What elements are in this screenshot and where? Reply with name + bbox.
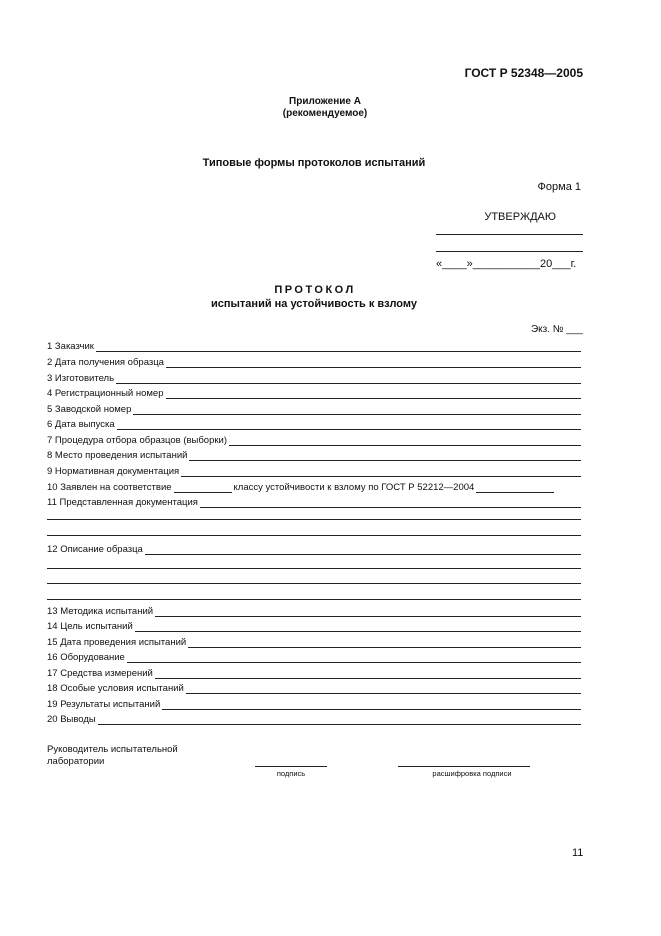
fill-line	[155, 669, 581, 679]
approval-line-1	[436, 234, 583, 235]
field-row	[47, 356, 581, 368]
annex-title: Приложение А	[289, 96, 361, 107]
field-label: 4 Регистрационный номер	[47, 388, 164, 399]
field-label: 12 Описание образца	[47, 544, 143, 555]
fill-line	[166, 358, 581, 368]
field-row	[47, 372, 581, 384]
protocol-title: ПРОТОКОЛ	[274, 284, 356, 296]
fill-line	[186, 684, 581, 694]
field-label: 7 Процедура отбора образцов (выборки)	[47, 435, 227, 446]
field-middle-text: классу устойчивости к взлому по ГОСТ Р 52212—2004	[233, 482, 475, 493]
field-label: 14 Цель испытаний	[47, 621, 133, 632]
blank-line	[47, 535, 581, 536]
field-label: 13 Методика испытаний	[47, 606, 154, 617]
fill-line	[188, 638, 581, 648]
fill-line	[181, 467, 581, 477]
protocol-subtitle: испытаний на устойчивость к взлому	[211, 298, 417, 310]
field-label: 11 Представленная документация	[47, 497, 198, 508]
field-label: 18 Особые условия испытаний	[47, 683, 184, 694]
blank-line	[47, 583, 581, 584]
fill-line	[135, 622, 581, 632]
field-label: 6 Дата выпуска	[47, 419, 115, 430]
fill-line	[155, 607, 581, 617]
fill-line	[229, 436, 581, 446]
fill-line	[127, 653, 581, 663]
copy-number: Экз. № ___	[530, 324, 583, 335]
fill-line	[145, 545, 581, 555]
fill-line	[200, 498, 581, 508]
fill-line	[98, 715, 581, 725]
field-label: 8 Место проведения испытаний	[47, 450, 188, 461]
field-row	[47, 434, 581, 446]
fill-line	[116, 374, 581, 384]
field-label: 17 Средства измерений	[47, 668, 153, 679]
field-label: 10 Заявлен на соответствие	[47, 482, 172, 493]
forms-title: Типовые формы протоколов испытаний	[202, 157, 426, 169]
field-row	[47, 605, 581, 617]
field-row	[47, 620, 581, 632]
field-row-12	[47, 543, 581, 555]
fill-line	[166, 389, 582, 399]
field-label: 20 Выводы	[47, 714, 96, 725]
fill-line	[96, 342, 581, 352]
fill-line	[476, 483, 554, 493]
decode-line	[398, 766, 530, 767]
fill-line	[189, 451, 581, 461]
field-row	[47, 667, 581, 679]
lab-head-label: Руководитель испытательной лаборатории	[47, 744, 178, 767]
field-label: 16 Оборудование	[47, 652, 125, 663]
field-row	[47, 340, 581, 352]
field-row	[47, 682, 581, 694]
field-row	[47, 403, 581, 415]
field-label: 15 Дата проведения испытаний	[47, 637, 187, 648]
field-row	[47, 418, 581, 430]
field-row	[47, 698, 581, 710]
fill-line	[162, 700, 581, 710]
form-label: Форма 1	[537, 181, 581, 193]
page-number: 11	[572, 847, 584, 859]
signature-line	[255, 766, 327, 767]
field-row	[47, 636, 581, 648]
approval-line-2	[436, 251, 583, 252]
field-row	[47, 713, 581, 725]
field-label: 1 Заказчик	[47, 341, 94, 352]
field-row	[47, 449, 581, 461]
field-label: 2 Дата получения образца	[47, 357, 164, 368]
field-row-11	[47, 496, 581, 508]
field-row	[47, 387, 581, 399]
blank-line	[47, 599, 581, 600]
fill-line	[174, 483, 232, 493]
field-label: 5 Заводской номер	[47, 404, 132, 415]
blank-line	[47, 519, 581, 520]
approval-label: УТВЕРЖДАЮ	[484, 211, 556, 223]
field-label: 9 Нормативная документация	[47, 466, 180, 477]
field-label: 3 Изготовитель	[47, 373, 115, 384]
approval-date: «____»___________20___г.	[436, 258, 577, 270]
fill-line	[133, 405, 581, 415]
blank-line	[47, 568, 581, 569]
field-row	[47, 465, 581, 477]
field-label: 19 Результаты испытаний	[47, 699, 161, 710]
field-row	[47, 651, 581, 663]
decode-caption: расшифровка подписи	[432, 769, 512, 778]
annex-note: (рекомендуемое)	[282, 108, 368, 119]
standard-number: ГОСТ Р 52348—2005	[464, 66, 583, 80]
field-row-10	[47, 481, 581, 493]
fill-line	[117, 420, 581, 430]
signature-caption: подпись	[276, 769, 306, 778]
